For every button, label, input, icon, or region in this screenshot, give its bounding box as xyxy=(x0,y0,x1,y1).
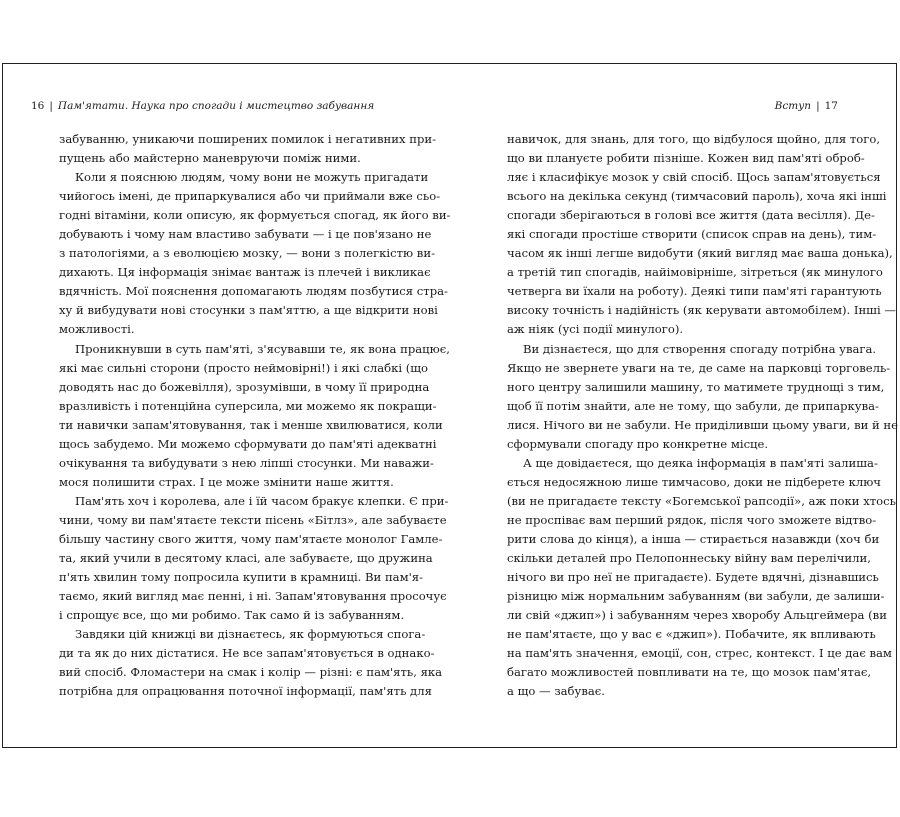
text-line: мося полишити страх. І це може змінити наше життя. xyxy=(59,474,394,489)
text-line: Проникнувши в суть пам'яті, з'ясувавши те, як вона працює, xyxy=(75,341,450,356)
paragraph xyxy=(507,340,899,454)
text-line: А ще довідаєтеся, що деяка інформація в пам'яті залиша- xyxy=(523,455,878,470)
text-line: ється недосяжною лише тимчасово, доки не підберете ключ xyxy=(507,474,881,489)
right-running-header xyxy=(775,100,838,112)
text-line: ху й вибудувати нові стосунки з пам'яттю, а ще відкрити нові xyxy=(59,303,438,318)
text-line: вразливість і потенційна суперсила, ми можемо як покращи- xyxy=(59,398,437,413)
text-line: чийогось імені, де припаркувалися або чи приймали вже сьо- xyxy=(59,189,441,204)
text-line: а що — забуває. xyxy=(507,684,605,699)
book-spread xyxy=(2,63,897,748)
text-line: скільки деталей про Пелопоннеську війну вам перелічили, xyxy=(507,551,871,566)
text-line: вий спосіб. Фломастери на смак і колір — різні: є пам'ять, яка xyxy=(59,665,443,680)
left-header-title: Пам'ятати. Наука про спогади і мистецтво забування xyxy=(57,100,375,112)
text-line: п'ять хвилин тому попросила купити в крамниці. Ви пам'я- xyxy=(59,570,424,585)
text-line: не проспіває вам перший рядок, після чого зможете відтво- xyxy=(507,512,877,527)
text-line: багато можливостей повпливати на те, що мозок пам'ятає, xyxy=(507,665,872,680)
text-line: які має сильні сторони (просто неймовірні!) і які слабкі (що xyxy=(59,360,429,375)
text-line: ляє і класифікує мозок у свій спосіб. Щось запам'ятовується xyxy=(507,170,881,185)
text-line: рити слова до кінця), а інша — стирається назавжди (хоч би xyxy=(507,531,880,546)
text-line: ли свій «джип») і забуванням через хворобу Альцгеймера (ви xyxy=(507,608,887,623)
paragraph xyxy=(59,625,443,701)
text-line: на пам'ять значення, емоції, сон, стрес, контекст. І це дає вам xyxy=(507,646,892,661)
text-line: добувають і чому нам властиво забувати — і це пов'язано не xyxy=(59,227,432,242)
text-line: Завдяки цій книжці ви дізнаєтесь, як формуються спога- xyxy=(75,627,426,642)
paragraph xyxy=(59,130,437,168)
text-line: щось забудемо. Ми можемо сформувати до пам'яті адекватні xyxy=(59,436,437,451)
text-line: що ви плануєте робити пізніше. Кожен вид пам'яті оброб- xyxy=(507,151,865,166)
text-line: аж ніяк (усі події минулого). xyxy=(507,322,684,337)
text-line: різницю між нормальним забуванням (ви забули, де залиши- xyxy=(507,589,885,604)
text-line: а третій тип спогадів, найімовірніше, зітреться (як минулого xyxy=(507,265,883,280)
text-line: всього на декілька секунд (тимчасовий пароль), хоча які інші xyxy=(507,189,887,204)
text-line: сформували спогаду про конкретне місце. xyxy=(507,436,769,451)
left-page-body xyxy=(59,130,451,701)
text-line: пущень або майстерно маневруючи поміж ними. xyxy=(59,151,361,166)
text-line: лися. Нічого ви не забули. Не приділивши цьому уваги, ви й не xyxy=(507,417,899,432)
text-line: і спрощує все, що ми робимо. Так само й із забуванням. xyxy=(59,608,405,623)
text-line: спогади зберігаються в голові все життя (дата весілля). Де- xyxy=(507,208,875,223)
text-line: годні вітаміни, коли описую, як формується спогад, як його ви- xyxy=(59,208,451,223)
right-page-body xyxy=(507,130,899,701)
text-line: не пам'ятаєте, що у вас є «джип»). Побачите, як впливають xyxy=(507,627,876,642)
text-line: четверга ви їхали на роботу). Деякі типи пам'яті гарантують xyxy=(507,284,882,299)
text-line: можливості. xyxy=(59,322,135,337)
left-running-header xyxy=(31,100,374,112)
paragraph xyxy=(59,492,449,625)
text-line: таємо, який вигляд має пенні, і ні. Запам'ятовування просочує xyxy=(59,589,447,604)
left-page xyxy=(3,64,451,747)
right-header-separator: | xyxy=(816,100,820,112)
text-line: з патологіями, а з еволюцією мозку, — вони з полегкістю ви- xyxy=(59,246,435,261)
text-line: Якщо не звернете уваги на те, де саме на парковці торговель- xyxy=(507,360,891,375)
text-line: нічого ви про неї не пригадаєте). Будете вдячні, дізнавшись xyxy=(507,570,879,585)
paragraph xyxy=(59,340,450,492)
text-line: ного центру залишили машину, то матимете труднощі з тим, xyxy=(507,379,885,394)
paragraph xyxy=(59,168,451,339)
text-line: високу точність і надійність (як керувати автомобілем). Інші — xyxy=(507,303,896,318)
text-line: Коли я пояснюю людям, чому вони не можуть пригадати xyxy=(75,170,429,185)
text-line: потрібна для опрацювання поточної інформації, пам'ять для xyxy=(59,684,432,699)
text-line: навичок, для знань, для того, що відбулося щойно, для того, xyxy=(507,132,881,146)
text-line: які спогади простіше створити (список справ на день), тим- xyxy=(507,227,877,242)
paragraph xyxy=(507,130,896,340)
text-line: ди та як до них дістатися. Не все запам'ятовується в однако- xyxy=(59,646,435,661)
text-line: Ви дізнаєтеся, що для створення спогаду потрібна увага. xyxy=(523,341,877,356)
text-line: чини, чому ви пам'ятаєте тексти пісень «Бітлз», але забуваєте xyxy=(59,512,447,527)
text-line: забуванню, уникаючи поширених помилок і негативних при- xyxy=(59,132,437,146)
text-line: Пам'ять хоч і королева, але і їй часом бракує клепки. Є при- xyxy=(75,493,449,508)
right-page-number: 17 xyxy=(824,100,838,112)
left-page-number: 16 xyxy=(31,100,45,112)
text-line: часом як інші легше видобути (який вигляд має ваша донька), xyxy=(507,246,893,261)
right-page xyxy=(451,64,898,747)
text-line: (ви не пригадаєте тексту «Богемської рапсодії», аж поки хтось xyxy=(507,493,896,508)
text-line: вдячність. Мої пояснення допомагають людям позбутися стра- xyxy=(59,284,448,299)
text-line: ти навички запам'ятовування, так і менше хвилюватися, коли xyxy=(59,417,443,432)
right-header-title: Вступ xyxy=(774,100,812,112)
text-line: щоб її потім знайти, але не тому, що забули, де припаркува- xyxy=(507,398,879,413)
paragraph xyxy=(507,454,896,702)
text-line: доводять нас до божевілля), зрозумівши, в чому її природна xyxy=(59,379,430,394)
text-line: та, який учили в десятому класі, але забуваєте, що дружина xyxy=(59,551,433,566)
text-line: більшу частину свого життя, чому пам'ятаєте монолог Гамле- xyxy=(59,531,443,546)
text-line: дихають. Ця інформація знімає вантаж із плечей і викликає xyxy=(59,265,431,280)
left-header-separator: | xyxy=(49,100,53,112)
text-line: очікування та вибудувати з нею ліпші стосунки. Ми наважи- xyxy=(59,455,434,470)
